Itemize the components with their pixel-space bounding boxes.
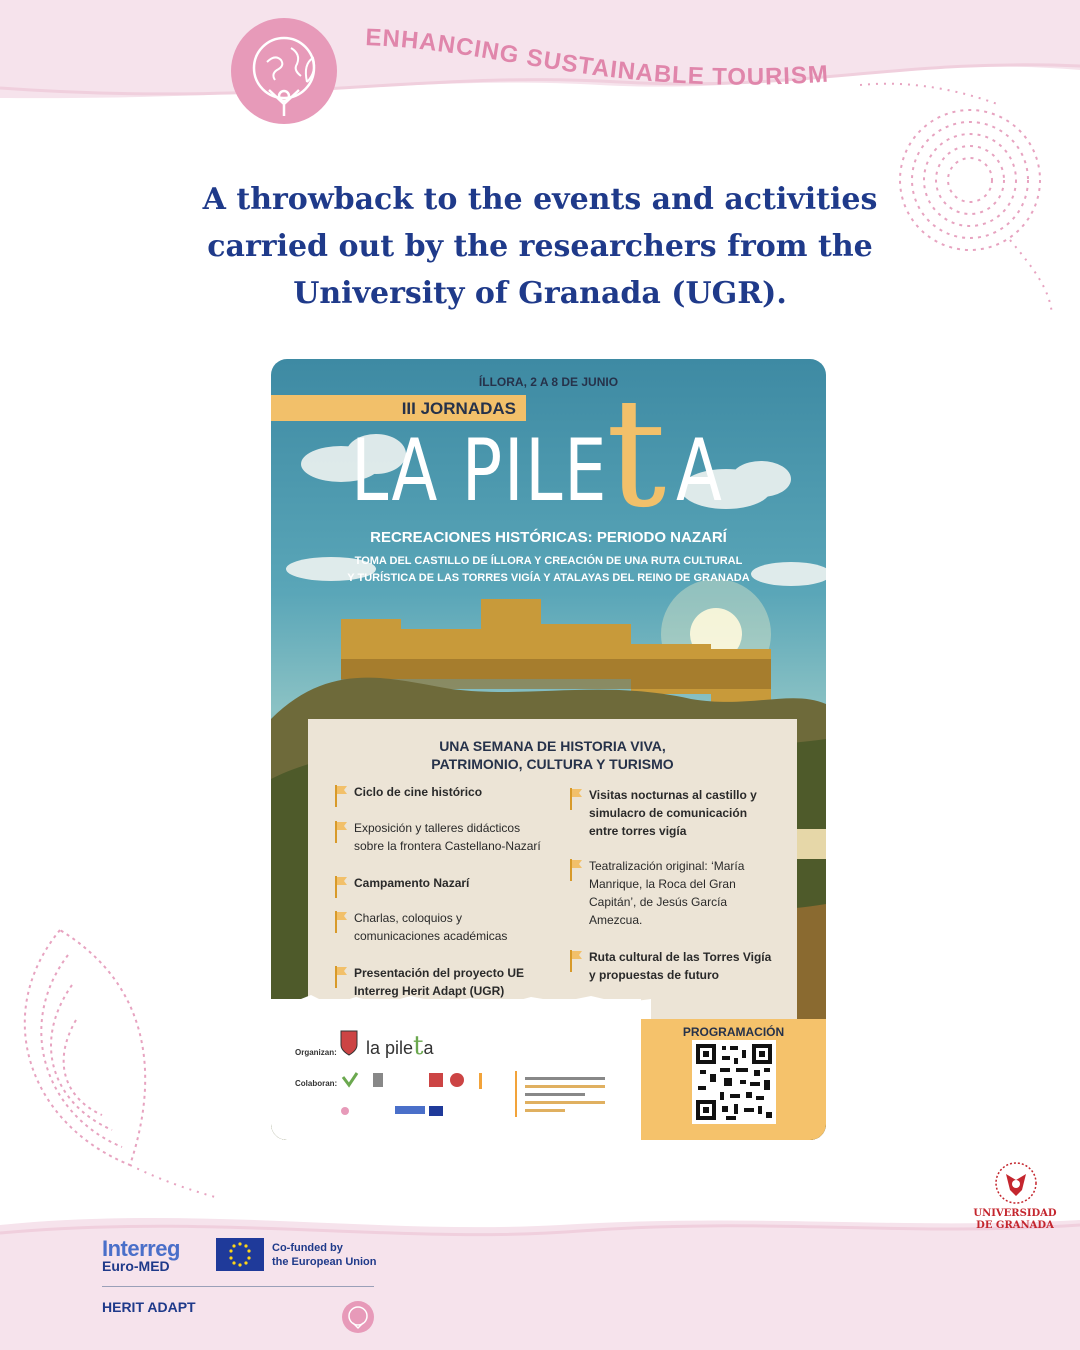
header-tagline: [360, 20, 860, 110]
globe-person-logo-icon: [231, 18, 337, 124]
eu-flag-icon: [216, 1238, 264, 1271]
poster-title-main: LA PILE: [351, 421, 609, 521]
project-name: HERIT ADAPT: [102, 1299, 196, 1315]
activity-left-4: Charlas, coloquios y comunicaciones académicas: [354, 911, 508, 943]
organizan-label: Organizan:: [295, 1048, 337, 1057]
cofunded-line-2: the European Union: [272, 1256, 377, 1268]
globe-person-small-icon: [342, 1301, 374, 1333]
flag-icon: [569, 859, 583, 881]
activity-right-3: Ruta cultural de las Torres Vigía y propuestas de futuro: [589, 950, 772, 982]
heading-line-3: University of Granada (UGR).: [293, 276, 787, 311]
poster-description-line-1: TOMA DEL CASTILLO DE ÍLLORA Y CREACIÓN DE UNA RUTA CULTURAL: [354, 555, 743, 567]
activity-left-2: Exposición y talleres didácticos sobre la frontera Castellano-Nazarí: [354, 821, 541, 853]
heading-line-2: carried out by the researchers from the: [207, 229, 873, 264]
page-heading: [140, 176, 940, 317]
activity-left-3: Campamento Nazarí: [354, 876, 470, 890]
flag-icon: [334, 966, 348, 988]
heading-line-1: A throwback to the events and activities: [202, 182, 878, 217]
poster-subtitle: RECREACIONES HISTÓRICAS: PERIODO NAZARÍ: [370, 529, 727, 546]
la-pileta-logo: la pileta: [366, 1031, 434, 1061]
poster-description-line-2: Y TURÍSTICA DE LAS TORRES VIGÍA Y ATALAYAS DEL REINO DE GRANADA: [347, 572, 750, 584]
ugr-crest-icon: [992, 1160, 1040, 1206]
cofunded-line-1: Co-funded by: [272, 1242, 343, 1254]
flag-icon: [334, 785, 348, 807]
activity-right-1: Visitas nocturnas al castillo y simulacro de comunicación entre torres vigía: [589, 788, 757, 838]
poster-title-end: A: [676, 421, 722, 521]
ugr-name-line-2: DE GRANADA: [976, 1220, 1054, 1231]
event-poster: [271, 359, 826, 1140]
flag-icon: [569, 788, 583, 810]
activities-heading-line-2: PATRIMONIO, CULTURA Y TURISMO: [431, 756, 674, 772]
qr-code-icon[interactable]: [692, 1040, 776, 1124]
poster-title-t: t: [606, 367, 667, 541]
footer-divider: [102, 1286, 374, 1287]
activity-left-5: Presentación del proyecto UE Interreg Herit Adapt (UGR): [354, 966, 525, 998]
activities-heading-line-1: UNA SEMANA DE HISTORIA VIVA,: [439, 738, 666, 754]
poster-date: ÍLLORA, 2 A 8 DE JUNIO: [478, 375, 619, 389]
flag-icon: [334, 911, 348, 933]
activity-left-1: Ciclo de cine histórico: [354, 785, 483, 799]
interreg-program: Euro-MED: [102, 1258, 170, 1274]
flag-icon: [334, 876, 348, 898]
collaborator-logos: [339, 1071, 629, 1127]
activity-right-2: Teatralización original: ‘María Manrique, la Roca del Gran Capitán’, de Jesús García Amezcua.: [589, 859, 745, 927]
programacion-label[interactable]: PROGRAMACIÓN: [682, 1025, 785, 1039]
town-crest-icon: [339, 1029, 359, 1057]
ugr-name-line-1: UNIVERSIDAD: [973, 1208, 1057, 1219]
decorative-leaf-left: [10, 925, 220, 1200]
poster-edition: III JORNADAS: [401, 399, 516, 418]
colaboran-label: Colaboran:: [295, 1079, 338, 1088]
svg-text:ENHANCING SUSTAINABLE TOURISM: ENHANCING SUSTAINABLE TOURISM: [364, 23, 830, 91]
interreg-logo: Interreg: [102, 1236, 180, 1261]
flag-icon: [334, 821, 348, 843]
flag-icon: [569, 950, 583, 972]
